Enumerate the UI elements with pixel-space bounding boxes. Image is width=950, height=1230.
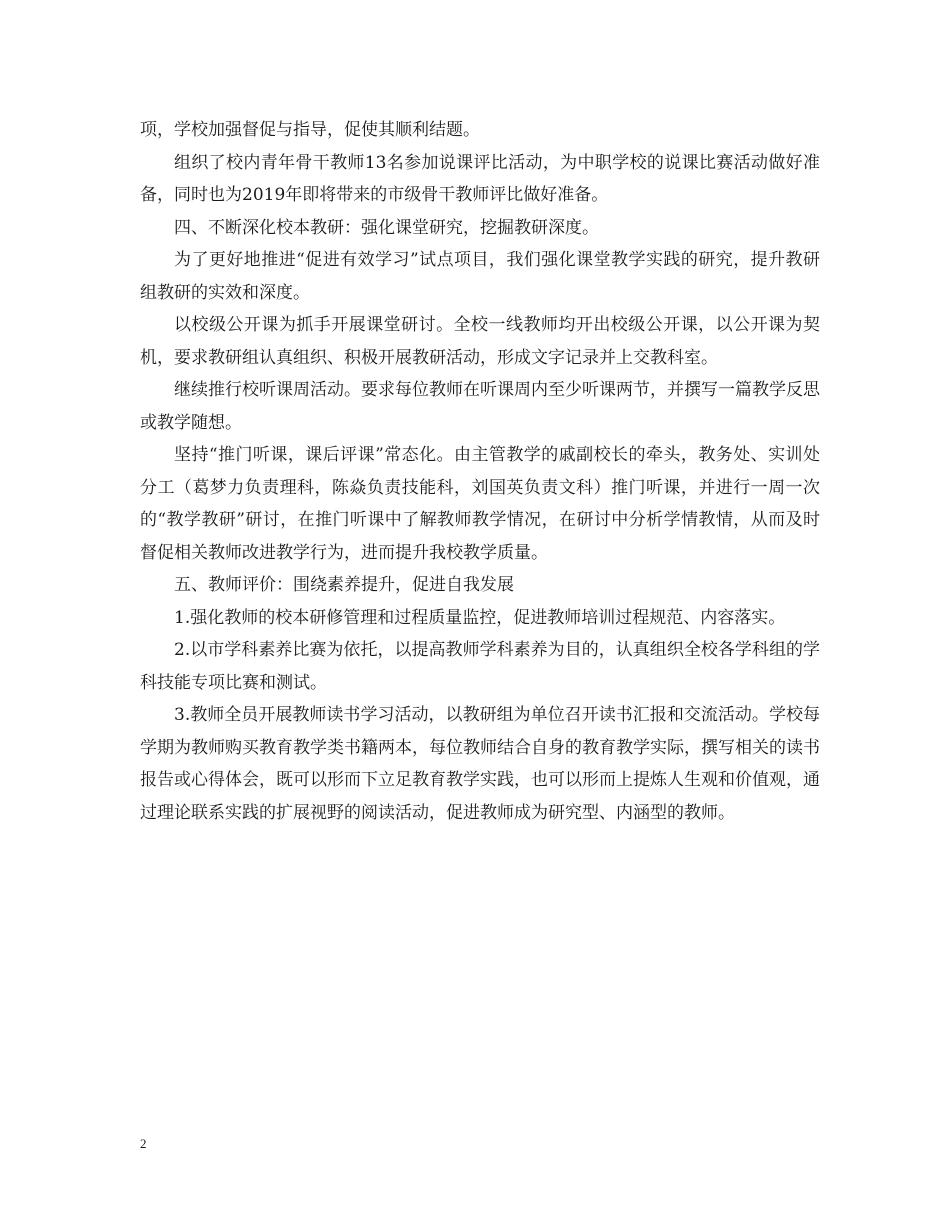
page-number: 2 [140,1136,147,1151]
list-item: 3.教师全员开展教师读书学习活动，以教研组为单位召开读书汇报和交流活动。学校每学期为教师购买教育教学类书籍两本，每位教师结合自身的教育教学实际，撰写相关的读书报告或心得体会，既可以形而下立足教育教学实践，也可以形而上提炼人生观和价值观，通过理论联系实践的扩展视野的阅读活动，促进教师成为研究型、内涵型的教师。 [140,705,820,823]
document-body [140,114,820,829]
section-heading: 四、不断深化校本教研：强化课堂研究，挖掘教研深度。 [174,217,599,238]
list-item: 2.以市学科素养比赛为依托，以提高教师学科素养为目的，认真组织全校各学科组的学科技能专项比赛和测试。 [140,640,820,693]
paragraph: 以校级公开课为抓手开展课堂研讨。全校一线教师均开出校级公开课，以公开课为契机，要求教研组认真组织、积极开展教研活动，形成文字记录并上交教科室。 [140,315,820,368]
paragraph: 项，学校加强督促与指导，促使其顺利结题。 [140,120,480,140]
paragraph: 组织了校内青年骨干教师13名参加说课评比活动，为中职学校的说课比赛活动做好准备，同时也为2019年即将带来的市级骨干教师评比做好准备。 [140,152,820,205]
paragraph: 继续推行校听课周活动。要求每位教师在听课周内至少听课两节，并撰写一篇教学反思或教学随想。 [140,380,820,433]
list-item: 1.强化教师的校本研修管理和过程质量监控，促进教师培训过程规范、内容落实。 [174,607,786,628]
section-heading: 五、教师评价：围绕素养提升，促进自我发展 [174,575,514,595]
paragraph: 为了更好地推进“促进有效学习”试点项目，我们强化课堂教学实践的研究，提升教研组教研的实效和深度。 [140,250,820,303]
paragraph: 坚持“推门听课，课后评课”常态化。由主管教学的戚副校长的牵头，教务处、实训处分工（葛梦力负责理科，陈焱负责技能科，刘国英负责文科）推门听课，并进行一周一次的“教学教研”研讨，在推门听课中了解教师教学情况，在研讨中分析学情教情，从而及时督促相关教师改进教学行为，进而提升我校教学质量。 [140,445,820,563]
